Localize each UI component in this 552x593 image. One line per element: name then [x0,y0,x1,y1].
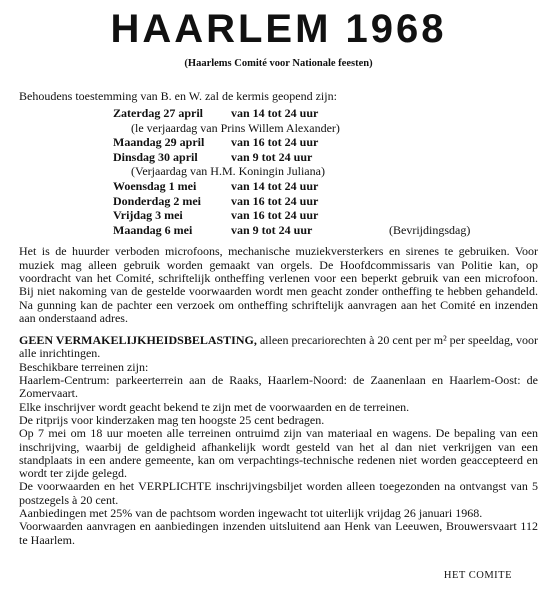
schedule-time: van 14 tot 24 uur [231,106,319,120]
condition-line: Beschikbare terreinen zijn: [19,359,149,374]
subtitle: (Haarlems Comité voor Nationale feesten) [184,58,373,69]
condition-line: Elke inschrijver wordt geacht bekend te zijn met de voorwaarden en de terreinen. [19,399,410,414]
schedule-note [19,164,538,179]
schedule-note-text: (le verjaardag van Prins Willem Alexander) [131,120,340,135]
schedule-time: van 16 tot 24 uur [231,193,319,208]
condition-line: De ritprijs voor kinderzaken mag ten hoogste 25 cent bedragen. [19,412,325,427]
schedule-day: Maandag 6 mei [113,222,193,237]
condition-line: Aanbiedingen met 25% van de pachtsom worden ingewacht tot uiterlijk vrijdag 26 januari 1968. [19,505,483,520]
schedule-extra: (Bevrijdingsdag) [389,222,471,237]
conditions-block [19,334,538,547]
intro-text: Behoudens toestemming van B. en W. zal de kermis geopend zijn: [19,89,337,103]
schedule-row [19,208,538,223]
schedule-time: van 9 tot 24 uur [231,149,313,164]
signature: HET COMITE [443,570,512,581]
condition-line: Op 7 mei om 18 uur moeten alle terreinen ontruimd zijn van materiaal en wagens. De bepaling van een inschrijving, waarbij de geldigheid afhankelijk wordt gesteld van het al dan niet verkrijgen van een standplaats in een andere gemeente, kan om verpachtings-technische redenen niet worden geaccepteerd en wordt ter zijde gelegd. [19,426,538,481]
schedule-row [19,135,538,150]
condition-line: De voorwaarden en het VERPLICHTE inschrijvingsbiljet worden alleen toegezonden na ontvangst van 5 postzegels à 20 cent. [19,479,538,507]
schedule-day: Maandag 29 april [113,135,205,150]
schedule-day: Woensdag 1 mei [113,178,197,193]
schedule-time: van 9 tot 24 uur [231,222,313,237]
schedule-row [19,179,538,194]
schedule-day: Dinsdag 30 april [113,149,198,164]
schedule-row [19,223,538,238]
schedule-note [19,121,538,136]
schedule-day: Zaterdag 27 april [113,106,203,120]
schedule [19,106,538,237]
schedule-row [19,150,538,165]
tax-rest: alleen precariorechten à 20 cent per m² per speeldag, voor alle inrichtingen. [19,333,538,361]
condition-line: Haarlem-Centrum: parkeerterrein aan de Raaks, Haarlem-Noord: de Zaanenlaan en Haarlem-Oost: de Zomervaart. [19,373,538,401]
schedule-day: Donderdag 2 mei [113,193,201,208]
schedule-day: Vrijdag 3 mei [113,208,183,223]
schedule-row [19,106,538,121]
page-title: HAARLEM 1968 [110,7,447,51]
rules-paragraph: Het is de huurder verboden microfoons, mechanische muziekversterkers en sirenes te gebruiken. Voor muziek mag alleen gebruik worden gemaakt van orgels. De Hoofdcommissaris van Politie kan, op voordracht van het Comité, schriftelijk ontheffing verlenen voor een beperkt gebruik van een microfoon. Bij niet nakoming van de gestelde voorwaarden wordt men geacht zonder ontheffing te hebben gehandeld. Na gunning kan de pachter een verzoek om ontheffing schriftelijk aanvragen aan het Comité en inzenden aan onderstaand adres. [19,244,538,325]
schedule-time: van 14 tot 24 uur [231,178,319,193]
tax-bold: GEEN VERMAKELIJKHEIDSBELASTING, [19,333,257,348]
schedule-time: van 16 tot 24 uur [231,208,319,223]
schedule-time: van 16 tot 24 uur [231,135,319,150]
tax-line [19,334,538,361]
schedule-row [19,194,538,209]
schedule-note-text: (Verjaardag van H.M. Koningin Juliana) [131,164,325,179]
condition-line: Voorwaarden aanvragen en aanbiedingen inzenden uitsluitend aan Henk van Leeuwen, Brouwersvaart 112 te Haarlem. [19,519,538,547]
